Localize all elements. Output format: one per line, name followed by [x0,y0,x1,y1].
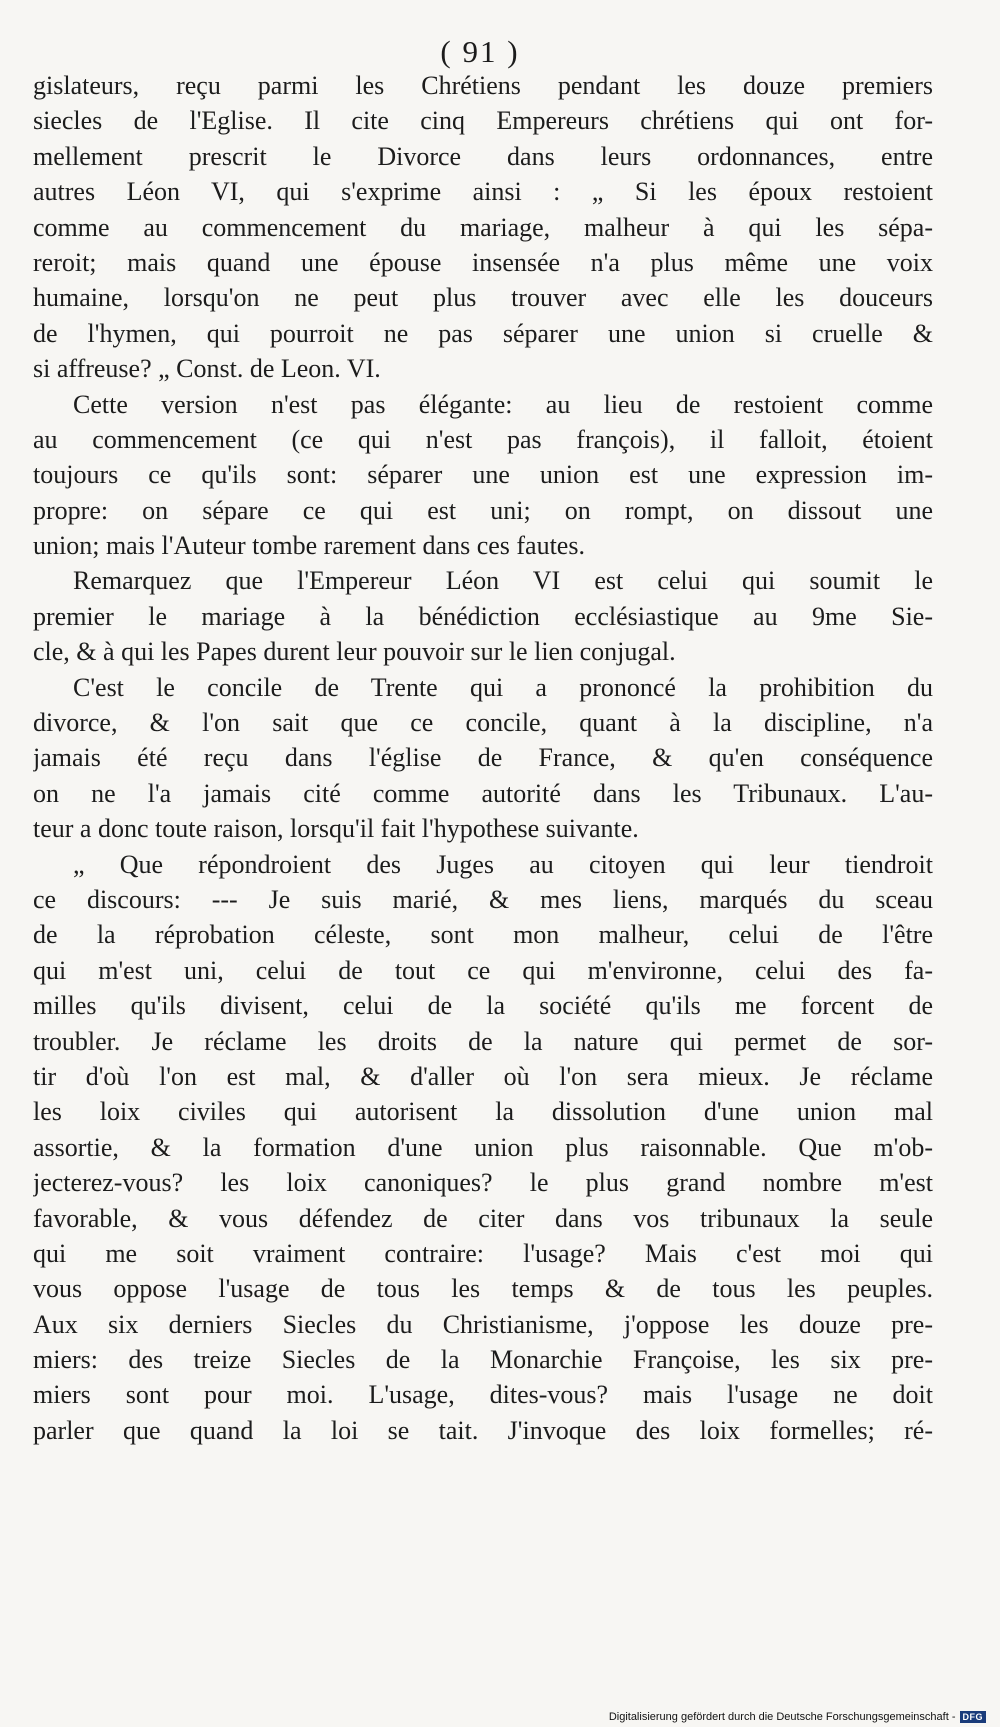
text-line: Aux six derniers Siecles du Christianisme, j'oppose les douze pre- [33,1309,933,1339]
text-line: jecterez-vous? les loix canoniques? le plus grand nombre m'est [33,1168,933,1198]
text-line: toujours ce qu'ils sont: séparer une union est une expression im- [33,460,933,490]
text-line: parler que quand la loi se tait. J'invoque des loix formelles; ré- [33,1415,933,1445]
dfg-logo: DFG [960,1711,987,1723]
text-line: vous oppose l'usage de tous les temps & de tous les peuples. [33,1274,933,1304]
text-line: assortie, & la formation d'une union plus raisonnable. Que m'ob- [33,1132,933,1162]
text-line: jamais été reçu dans l'église de France, & qu'en conséquence [33,743,933,773]
text-line: „ Que répondroient des Juges au citoyen qui leur tiendroit [73,849,933,879]
text-line: premier le mariage à la bénédiction ecclésiastique au 9me Sie- [33,601,933,631]
text-line: teur a donc toute raison, lorsqu'il fait l'hypothese suivante. [33,814,639,844]
text-line: on ne l'a jamais cité comme autorité dans les Tribunaux. L'au- [33,778,933,808]
text-line: ce discours: --- Je suis marié, & mes liens, marqués du sceau [33,884,933,914]
page-number: ( 91 ) [440,34,520,69]
text-line: miers sont pour moi. L'usage, dites-vous? mais l'usage ne doit [33,1380,933,1410]
text-line: Remarquez que l'Empereur Léon VI est celui qui soumit le [73,566,933,596]
text-line: comme au commencement du mariage, malheur à qui les sépa- [33,212,933,242]
text-line: propre: on sépare ce qui est uni; on rompt, on dissout une [33,495,933,525]
text-line: humaine, lorsqu'on ne peut plus trouver avec elle les douceurs [33,283,933,313]
text-line: gislateurs, reçu parmi les Chrétiens pendant les douze premiers [33,71,933,100]
digitization-footer [609,1711,986,1723]
text-line: les loix civiles qui autorisent la dissolution d'une union mal [33,1097,933,1127]
text-line: favorable, & vous défendez de citer dans vos tribunaux la seule [33,1203,933,1233]
text-line: tir d'où l'on est mal, & d'aller où l'on sera mieux. Je réclame [33,1061,933,1091]
text-line: reroit; mais quand une épouse insensée n'a plus même une voix [33,247,933,277]
text-line: miers: des treize Siecles de la Monarchie Françoise, les six pre- [33,1345,933,1375]
text-line: union; mais l'Auteur tombe rarement dans ces fautes. [33,531,585,561]
text-line: qui me soit vraiment contraire: l'usage? Mais c'est moi qui [33,1238,933,1268]
text-line: de la réprobation céleste, sont mon malheur, celui de l'être [33,920,933,950]
text-line: au commencement (ce qui n'est pas françois), il falloit, étoient [33,424,933,454]
text-line: si affreuse? „ Const. de Leon. VI. [33,354,381,384]
text-line: Cette version n'est pas élégante: au lieu de restoient comme [73,389,933,419]
text-line: troubler. Je réclame les droits de la nature qui permet de sor- [33,1026,933,1056]
footer-credit: Digitalisierung gefördert durch die Deutsche Forschungsgemeinschaft - [608,1711,956,1723]
text-line: autres Léon VI, qui s'exprime ainsi : „ Si les époux restoient [33,177,933,207]
text-line: mellement prescrit le Divorce dans leurs ordonnances, entre [33,141,933,171]
text-line: siecles de l'Eglise. Il cite cinq Empereurs chrétiens qui ont for- [33,106,933,136]
text-line: C'est le concile de Trente qui a prononcé la prohibition du [73,672,933,702]
text-line: de l'hymen, qui pourroit ne pas séparer une union si cruelle & [33,318,933,348]
text-line: divorce, & l'on sait que ce concile, quant à la discipline, n'a [33,708,933,738]
body-text [33,68,933,1448]
text-line: cle, & à qui les Papes durent leur pouvoir sur le lien conjugal. [33,637,676,667]
text-line: milles qu'ils divisent, celui de la société qu'ils me forcent de [33,991,933,1021]
text-line: qui m'est uni, celui de tout ce qui m'environne, celui des fa- [33,955,933,985]
